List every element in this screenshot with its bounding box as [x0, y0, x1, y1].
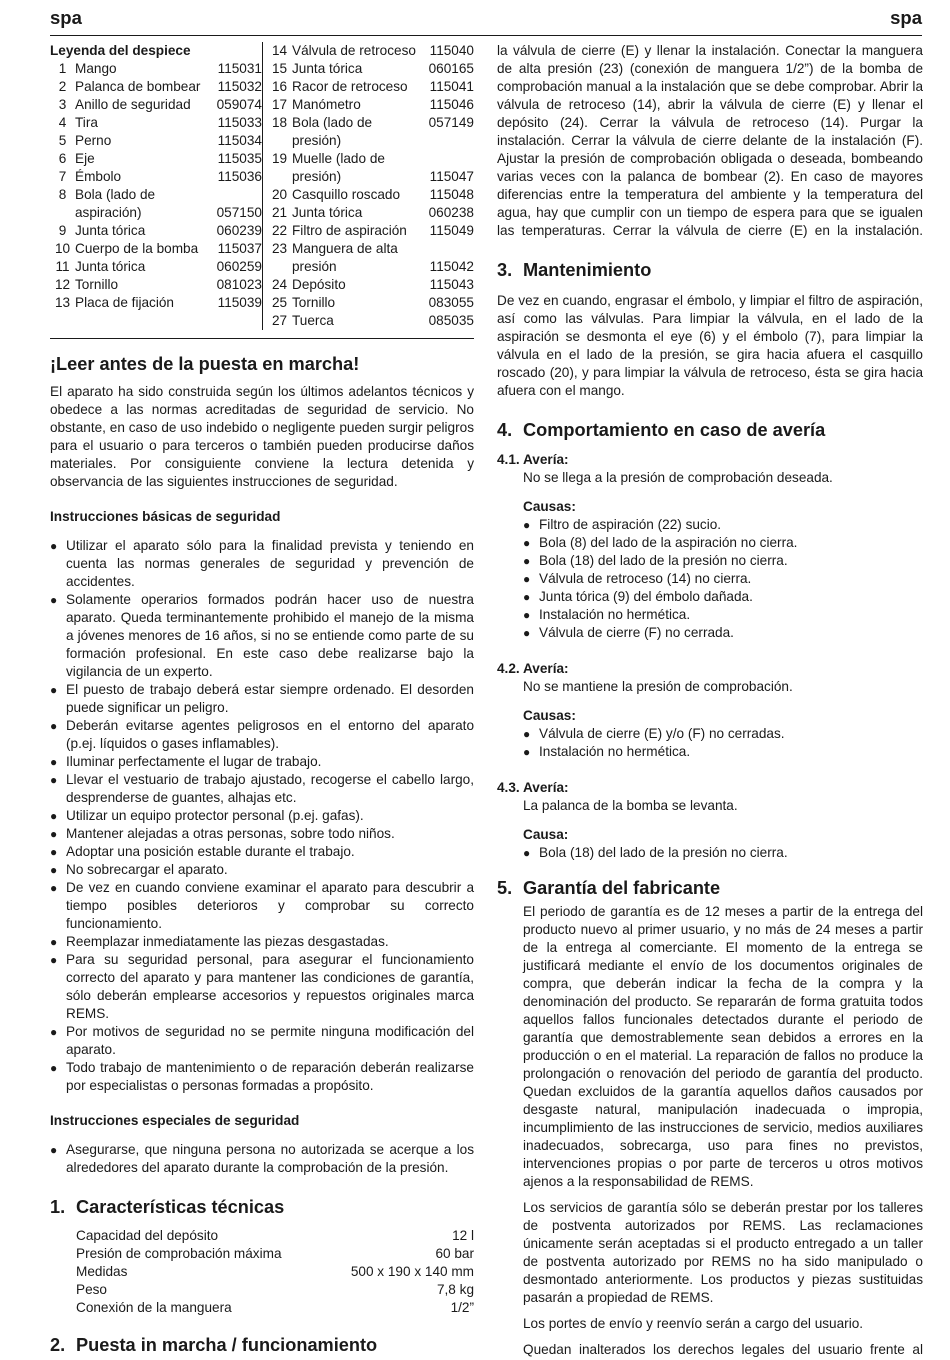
bullet-dot-icon: ● [523, 590, 531, 604]
part-name-line: Depósito [292, 277, 346, 292]
part-number: 27 [271, 313, 288, 328]
legend-row [267, 222, 474, 240]
part-name-line: Casquillo roscado [292, 187, 401, 202]
warranty-text [497, 903, 923, 1360]
part-code: 115039 [217, 295, 262, 310]
part-name [292, 222, 416, 240]
cause-text: Válvula de retroceso (14) no cierra. [539, 571, 752, 586]
fault-description: No se llega a la presión de comprobación deseada. [523, 470, 833, 485]
part-name [292, 96, 416, 114]
cause-item [523, 570, 923, 588]
legend-row [50, 150, 262, 168]
bullet-dot-icon: ● [50, 845, 58, 859]
legend-row [50, 114, 262, 132]
bullet-item [50, 843, 474, 861]
part-name [75, 240, 204, 258]
bullet-dot-icon: ● [523, 745, 531, 759]
section-1-title: 1. Características técnicas [50, 1197, 285, 1217]
part-code: 057149 [428, 115, 474, 130]
part-code: 115032 [217, 79, 262, 94]
legend-row [267, 42, 474, 60]
legend-right-column [262, 42, 474, 330]
cause-item [523, 725, 923, 743]
bullet-text: Utilizar el aparato sólo para la finalidad prevista y teniendo en cuenta las normas generales de seguridad y prevención de accidentes. [66, 538, 474, 589]
bullet-dot-icon: ● [50, 935, 58, 949]
spec-value: 12 l [452, 1228, 474, 1243]
legend-left-column [50, 42, 262, 330]
spec-value: 1/2” [450, 1300, 474, 1315]
spec-label: Conexión de la manguera [76, 1300, 232, 1315]
bullet-text: De vez en cuando conviene examinar el aparato para descubrir a tiempo posibles deterioros y comprobar su correcto funcionamiento. [66, 880, 474, 931]
part-name [292, 312, 416, 330]
section-3-text: De vez en cuando, engrasar el émbolo, y limpiar el filtro de aspiración, así como las válvulas. Para limpiar la válvula, en el lado de la aspiración se desmonta el eye (6) y el émbolo (7), para limpiar la válvula en el lado de la presión, se gira hacia afuera el casquillo roscado (20), y para limpiar la válvula de retroceso, ésta se gira hacia afuera con el mango. [497, 293, 923, 398]
spec-row [50, 1263, 474, 1281]
cause-item [523, 552, 923, 570]
part-code: 060165 [428, 61, 474, 76]
bullet-text: Reemplazar inmediatamente las piezas desgastadas. [66, 934, 389, 949]
cause-item [523, 534, 923, 552]
legend-row [50, 132, 262, 150]
part-number: 8 [58, 187, 67, 202]
part-number: 15 [271, 61, 288, 76]
part-name-line: Racor de retroceso [292, 79, 408, 94]
part-name [292, 276, 416, 294]
spec-label: Capacidad del depósito [76, 1228, 219, 1243]
bullet-dot-icon: ● [50, 881, 58, 895]
bullet-text: Llevar el vestuario de trabajo ajustado, recogerse el cabello largo, desprenderse de guantes, alhajas etc. [66, 772, 474, 805]
part-code: 060238 [428, 205, 474, 220]
legend-row [50, 78, 262, 96]
legend-row [267, 204, 474, 222]
warranty-paragraph: Quedan inalterados los derechos legales del usuario frente al [523, 1342, 923, 1357]
part-code: 083055 [428, 295, 474, 310]
bullet-text: Para su seguridad personal, para asegurar el funcionamiento correcto del aparato y para mantener las condiciones de garantía, sólo deberán emplearse accesorios y repuestos originales marca REMS. [66, 952, 474, 1021]
legend-row [50, 240, 262, 258]
part-code: 115049 [429, 223, 474, 238]
special-safety-list [50, 1141, 474, 1177]
part-name-line: Manguera de alta [292, 241, 398, 256]
fault-label: Avería: [523, 661, 569, 676]
legend-row [267, 150, 474, 186]
parts-legend [50, 42, 474, 339]
spec-label: Presión de comprobación máxima [76, 1246, 282, 1261]
part-code: 115036 [217, 169, 262, 184]
fault-number: 4.2. [497, 661, 520, 676]
causes-label: Causas: [523, 499, 576, 514]
part-name-line: Mango [75, 61, 117, 76]
part-name [292, 60, 416, 78]
part-name [292, 240, 416, 276]
part-name [75, 78, 204, 96]
legend-row [267, 114, 474, 150]
cause-text: Bola (8) del lado de la aspiración no cierra. [539, 535, 798, 550]
language-label-right: spa [890, 7, 922, 28]
part-name-line: Junta tórica [75, 259, 146, 274]
fault-list [497, 451, 923, 862]
bullet-dot-icon: ● [523, 536, 531, 550]
bullet-dot-icon: ● [523, 846, 531, 860]
part-number: 21 [271, 205, 288, 220]
legend-row [50, 96, 262, 114]
special-safety-title: Instrucciones especiales de seguridad [50, 1113, 300, 1128]
causes-list [497, 516, 923, 642]
section-5-title: 5. Garantía del fabricante [497, 878, 721, 898]
basic-safety-list [50, 537, 474, 1095]
part-code: 115033 [217, 115, 262, 130]
part-name [292, 78, 416, 96]
cause-text: Válvula de cierre (F) no cerrada. [539, 625, 734, 640]
legend-row [267, 186, 474, 204]
bullet-dot-icon: ● [50, 863, 58, 877]
bullet-item [50, 825, 474, 843]
bullet-text: No sobrecargar el aparato. [66, 862, 228, 877]
part-name-line: Junta tórica [292, 205, 363, 220]
section-2-title: 2. Puesta in marcha / funcionamiento [50, 1335, 378, 1355]
bullet-dot-icon: ● [50, 773, 58, 787]
warranty-paragraph: Los servicios de garantía sólo se deberán prestar por los talleres de postventa autorizados por REMS. Las reclamaciones únicamente serán aceptadas si el producto entregado a un taller de postventa autorizado por REMS no ha sido manipulado o desmontado anteriormente. Los productos y piezas sustituidas pasarán a propiedad de REMS. [523, 1200, 923, 1305]
part-code: 115037 [217, 241, 262, 256]
fault-heading [497, 779, 923, 797]
part-code: 115048 [429, 187, 474, 202]
legend-row [50, 186, 262, 222]
part-name [75, 186, 204, 222]
part-name-line: presión) [292, 169, 342, 184]
part-name-line: Tuerca [292, 313, 334, 328]
causes-label: Causa: [523, 827, 569, 842]
part-number: 18 [271, 115, 288, 130]
bullet-dot-icon: ● [523, 572, 531, 586]
cause-item [523, 606, 923, 624]
legend-row [50, 168, 262, 186]
part-name [75, 114, 204, 132]
part-name [75, 258, 204, 276]
part-name-line: Émbolo [75, 169, 122, 184]
bullet-item [50, 681, 474, 717]
legend-row [50, 294, 262, 312]
part-name-line: Perno [75, 133, 112, 148]
part-number: 7 [58, 169, 67, 184]
bullet-dot-icon: ● [50, 755, 58, 769]
bullet-dot-icon: ● [50, 1025, 58, 1039]
part-name [75, 168, 204, 186]
part-name-line: Manómetro [292, 97, 361, 112]
bullet-item [50, 537, 474, 591]
fault-label: Avería: [523, 452, 569, 467]
bullet-dot-icon: ● [50, 827, 58, 841]
part-name-line: Válvula de retroceso [292, 43, 416, 58]
part-name [75, 294, 204, 312]
section-3-title: 3. Mantenimiento [497, 260, 652, 280]
cause-item [523, 516, 923, 534]
part-number: 22 [271, 223, 288, 238]
bullet-dot-icon: ● [50, 809, 58, 823]
part-name [292, 114, 416, 150]
legend-row [267, 294, 474, 312]
section-4-title: 4. Comportamiento en caso de avería [497, 420, 826, 440]
part-name-line: Junta tórica [292, 61, 363, 76]
bullet-item [50, 753, 474, 771]
part-number: 23 [271, 241, 288, 256]
part-number: 2 [58, 79, 67, 94]
part-name-line: Bola (lado de [75, 187, 156, 202]
bullet-item [50, 771, 474, 807]
part-name-line: presión [292, 259, 337, 274]
part-name-line: Bola (lado de presión) [292, 115, 373, 148]
cause-text: Filtro de aspiración (22) sucio. [539, 517, 722, 532]
bullet-dot-icon: ● [50, 683, 58, 697]
cause-item [523, 844, 923, 862]
bullet-dot-icon: ● [50, 593, 58, 607]
bullet-item [50, 861, 474, 879]
part-code: 081023 [216, 277, 262, 292]
legend-row [267, 240, 474, 276]
cause-text: Bola (18) del lado de la presión no cierra. [539, 845, 788, 860]
part-number: 11 [55, 259, 70, 274]
part-number: 6 [58, 151, 67, 166]
bullet-item [50, 1141, 474, 1177]
part-name-line: Palanca de bombear [75, 79, 201, 94]
part-name-line: Filtro de aspiración [292, 223, 407, 238]
bullet-item [50, 717, 474, 753]
part-name-line: aspiración) [75, 205, 142, 220]
part-name [75, 276, 204, 294]
fault-number: 4.1. [497, 452, 520, 467]
part-number: 20 [271, 187, 288, 202]
part-name [75, 132, 204, 150]
bullet-text: Adoptar una posición estable durante el trabajo. [66, 844, 355, 859]
part-code: 115042 [429, 259, 474, 274]
part-name-line: Junta tórica [75, 223, 146, 238]
part-number: 24 [271, 277, 288, 292]
bullet-dot-icon: ● [50, 1061, 58, 1075]
part-name-line: Tornillo [292, 295, 336, 310]
part-name [75, 60, 204, 78]
bullet-item [50, 933, 474, 951]
cause-text: Instalación no hermética. [539, 607, 691, 622]
part-code: 060239 [216, 223, 262, 238]
causes-list [497, 725, 923, 761]
fault-heading [497, 660, 923, 678]
part-name-line: Eje [75, 151, 95, 166]
part-name [75, 96, 204, 114]
part-name [292, 294, 416, 312]
part-code: 115043 [429, 277, 474, 292]
part-code: 115040 [429, 43, 474, 58]
legend-row [50, 222, 262, 240]
cause-text: Válvula de cierre (E) y/o (F) no cerradas. [539, 726, 785, 741]
section-2-text-part-2: la válvula de cierre (E) y llenar la instalación. Conectar la manguera de alta presión (23) (conexión de manguera 1/2”) de la bomba de comprobación manual a la instalación que se debe comprobar. Abrir la válvula de retroceso (14), abrir la válvula de cierre (E) y llenar el depósito (24). Cerrar la válvula de retroceso (14). Purgar la instalación. Cerrar la válvula de cierre delante de la instalación (F). Ajustar la presión de comprobación obligada o deseada, bombeando varias veces con la palanca de bombear (2). En caso de mayores diferencias entre la temperatura del ambiente y la temperatura del agua, hay que cumplir con un tiempo de espera para que se igualen las temperaturas. Cerrar la válvula de cierre (E) en la instalación. [497, 43, 923, 238]
part-name-line: Tornillo [75, 277, 119, 292]
cause-text: Junta tórica (9) del émbolo dañada. [539, 589, 753, 604]
part-name-line: Muelle (lado de [292, 151, 385, 166]
bullet-text: Utilizar un equipo protector personal (p.ej. gafas). [66, 808, 364, 823]
spec-value: 60 bar [435, 1246, 474, 1261]
part-number: 19 [271, 151, 288, 166]
bullet-text: Solamente operarios formados podrán hacer uso de nuestra aparato. Queda terminantemente prohibido el manejo de la misma a jóvenes menores de 16 años, si no se entiende como parte de su formación profesional. En este caso debe realizarse bajo la vigilancia de un experto. [66, 592, 474, 679]
bullet-dot-icon: ● [523, 608, 531, 622]
spec-row [50, 1227, 474, 1245]
part-number: 13 [54, 295, 71, 310]
part-number: 4 [58, 115, 67, 130]
spec-row [50, 1245, 474, 1263]
part-name [292, 150, 416, 186]
left-column [50, 42, 474, 1360]
causes-list [497, 844, 923, 862]
part-name [75, 150, 204, 168]
fault-description: No se mantiene la presión de comprobación. [523, 679, 793, 694]
part-name [75, 222, 204, 240]
cause-text: Instalación no hermética. [539, 744, 691, 759]
part-number: 16 [271, 79, 288, 94]
bullet-dot-icon: ● [50, 719, 58, 733]
part-code: 115035 [217, 151, 262, 166]
cause-text: Bola (18) del lado de la presión no cierra. [539, 553, 788, 568]
bullet-item [50, 807, 474, 825]
bullet-text: El puesto de trabajo deberá estar siempre ordenado. El desorden puede significar un peligro. [66, 682, 474, 715]
read-before-title: ¡Leer antes de la puesta en marcha! [50, 354, 360, 374]
warranty-paragraph: Los portes de envío y reenvío serán a cargo del usuario. [523, 1316, 864, 1331]
part-number: 25 [271, 295, 288, 310]
part-code: 115047 [429, 169, 474, 184]
bullet-dot-icon: ● [50, 1143, 58, 1157]
legend-row [267, 276, 474, 294]
part-code: 115046 [429, 97, 474, 112]
part-number: 5 [58, 133, 67, 148]
part-number: 9 [58, 223, 67, 238]
part-name-line: Anillo de seguridad [75, 97, 191, 112]
part-name [292, 186, 416, 204]
causes-label: Causas: [523, 708, 576, 723]
part-code: 115041 [429, 79, 474, 94]
cause-item [523, 624, 923, 642]
part-code: 060259 [216, 259, 262, 274]
bullet-text: Iluminar perfectamente el lugar de trabajo. [66, 754, 322, 769]
legend-row [267, 60, 474, 78]
read-before-intro: El aparato ha sido construida según los últimos adelantos técnicos y obedece a las normas acreditadas de seguridad de servicio. No obstante, en caso de uso indebido o negligente pueden surgir peligros para el usuario o para terceros o también pueden producirse daños materiales. Por consiguiente conviene la lectura detenida y observancia de las siguientes instrucciones de seguridad. [50, 384, 474, 489]
part-number: 12 [54, 277, 71, 292]
bullet-item [50, 1023, 474, 1059]
legend-row [50, 258, 262, 276]
part-name [292, 42, 416, 60]
part-number: 14 [271, 43, 288, 58]
bullet-item [50, 591, 474, 681]
legend-row [267, 312, 474, 330]
bullet-dot-icon: ● [523, 518, 531, 532]
part-number: 10 [54, 241, 71, 256]
section-2-continued [497, 42, 923, 240]
legend-title: Leyenda del despiece [50, 43, 191, 58]
bullet-item [50, 951, 474, 1023]
warranty-paragraph: El periodo de garantía es de 12 meses a partir de la entrega del producto nuevo al primer usuario, y no más de 24 meses a partir de la entrega al comerciante. El momento de la entrega se justificará mediante el envío de los documentos originales de compra, que deberán indicar la fecha de la compra y la denominación del producto. Se repararán de forma gratuita todos aquellos fallos funcionales detectados durante el periodo de garantía que demostrablemente sean debidos a errores en la producción o en el material. La reparación de fallos no produce la prolongación o renovación del periodo de garantía del producto. Quedan excluidos de la garantía aquellos daños causados por desgaste natural, manipulación inadecuada o impropia, incumplimiento de las instrucciones de servicio, medios auxiliares inadecuados, sobrecarga, uso para fines no previstos, intervenciones propias o por parte de terceros u otros motivos ajenos a la responsabilidad de REMS. [523, 904, 923, 1189]
spec-label: Medidas [76, 1264, 128, 1279]
part-code: 057150 [216, 205, 262, 220]
technical-specs [50, 1227, 474, 1317]
fault-description: La palanca de la bomba se levanta. [523, 798, 738, 813]
right-column [497, 42, 923, 1360]
cause-item [523, 743, 923, 761]
part-code: 115034 [217, 133, 262, 148]
language-label-left: spa [50, 7, 82, 28]
page-header [50, 8, 922, 36]
fault-heading [497, 451, 923, 469]
bullet-text: Mantener alejadas a otras personas, sobre todo niños. [66, 826, 395, 841]
bullet-item [50, 879, 474, 933]
bullet-text: Por motivos de seguridad no se permite ninguna modificación del aparato. [66, 1024, 474, 1057]
legend-row [50, 60, 262, 78]
bullet-dot-icon: ● [523, 727, 531, 741]
part-code: 115031 [217, 61, 262, 76]
part-name-line: Tira [75, 115, 98, 130]
spec-row [50, 1281, 474, 1299]
fault-number: 4.3. [497, 780, 520, 795]
fault-label: Avería: [523, 780, 569, 795]
bullet-text: Asegurarse, que ninguna persona no autorizada se acerque a los alrededores del aparato durante la comprobación de la presión. [66, 1142, 474, 1175]
legend-row [50, 276, 262, 294]
cause-item [523, 588, 923, 606]
part-name-line: Cuerpo de la bomba [75, 241, 199, 256]
bullet-text: Todo trabajo de mantenimiento o de reparación deberán realizarse por especialistas o personas formadas a propósito. [66, 1060, 474, 1093]
bullet-dot-icon: ● [50, 539, 58, 553]
legend-row [267, 78, 474, 96]
part-number: 3 [58, 97, 67, 112]
bullet-text: Deberán evitarse agentes peligrosos en el entorno del aparato (p.ej. líquidos o gases inflamables). [66, 718, 474, 751]
bullet-dot-icon: ● [523, 626, 531, 640]
part-code: 059074 [216, 97, 262, 112]
legend-row [267, 96, 474, 114]
bullet-dot-icon: ● [50, 953, 58, 967]
part-number: 1 [58, 61, 67, 76]
spec-value: 500 x 190 x 140 mm [350, 1264, 474, 1279]
bullet-dot-icon: ● [523, 554, 531, 568]
part-code: 085035 [428, 313, 474, 328]
spec-row [50, 1299, 474, 1317]
part-name [292, 204, 416, 222]
part-number: 17 [271, 97, 288, 112]
spec-label: Peso [76, 1282, 107, 1297]
bullet-item [50, 1059, 474, 1095]
basic-safety-title: Instrucciones básicas de seguridad [50, 509, 281, 524]
spec-value: 7,8 kg [436, 1282, 474, 1297]
part-name-line: Placa de fijación [75, 295, 174, 310]
